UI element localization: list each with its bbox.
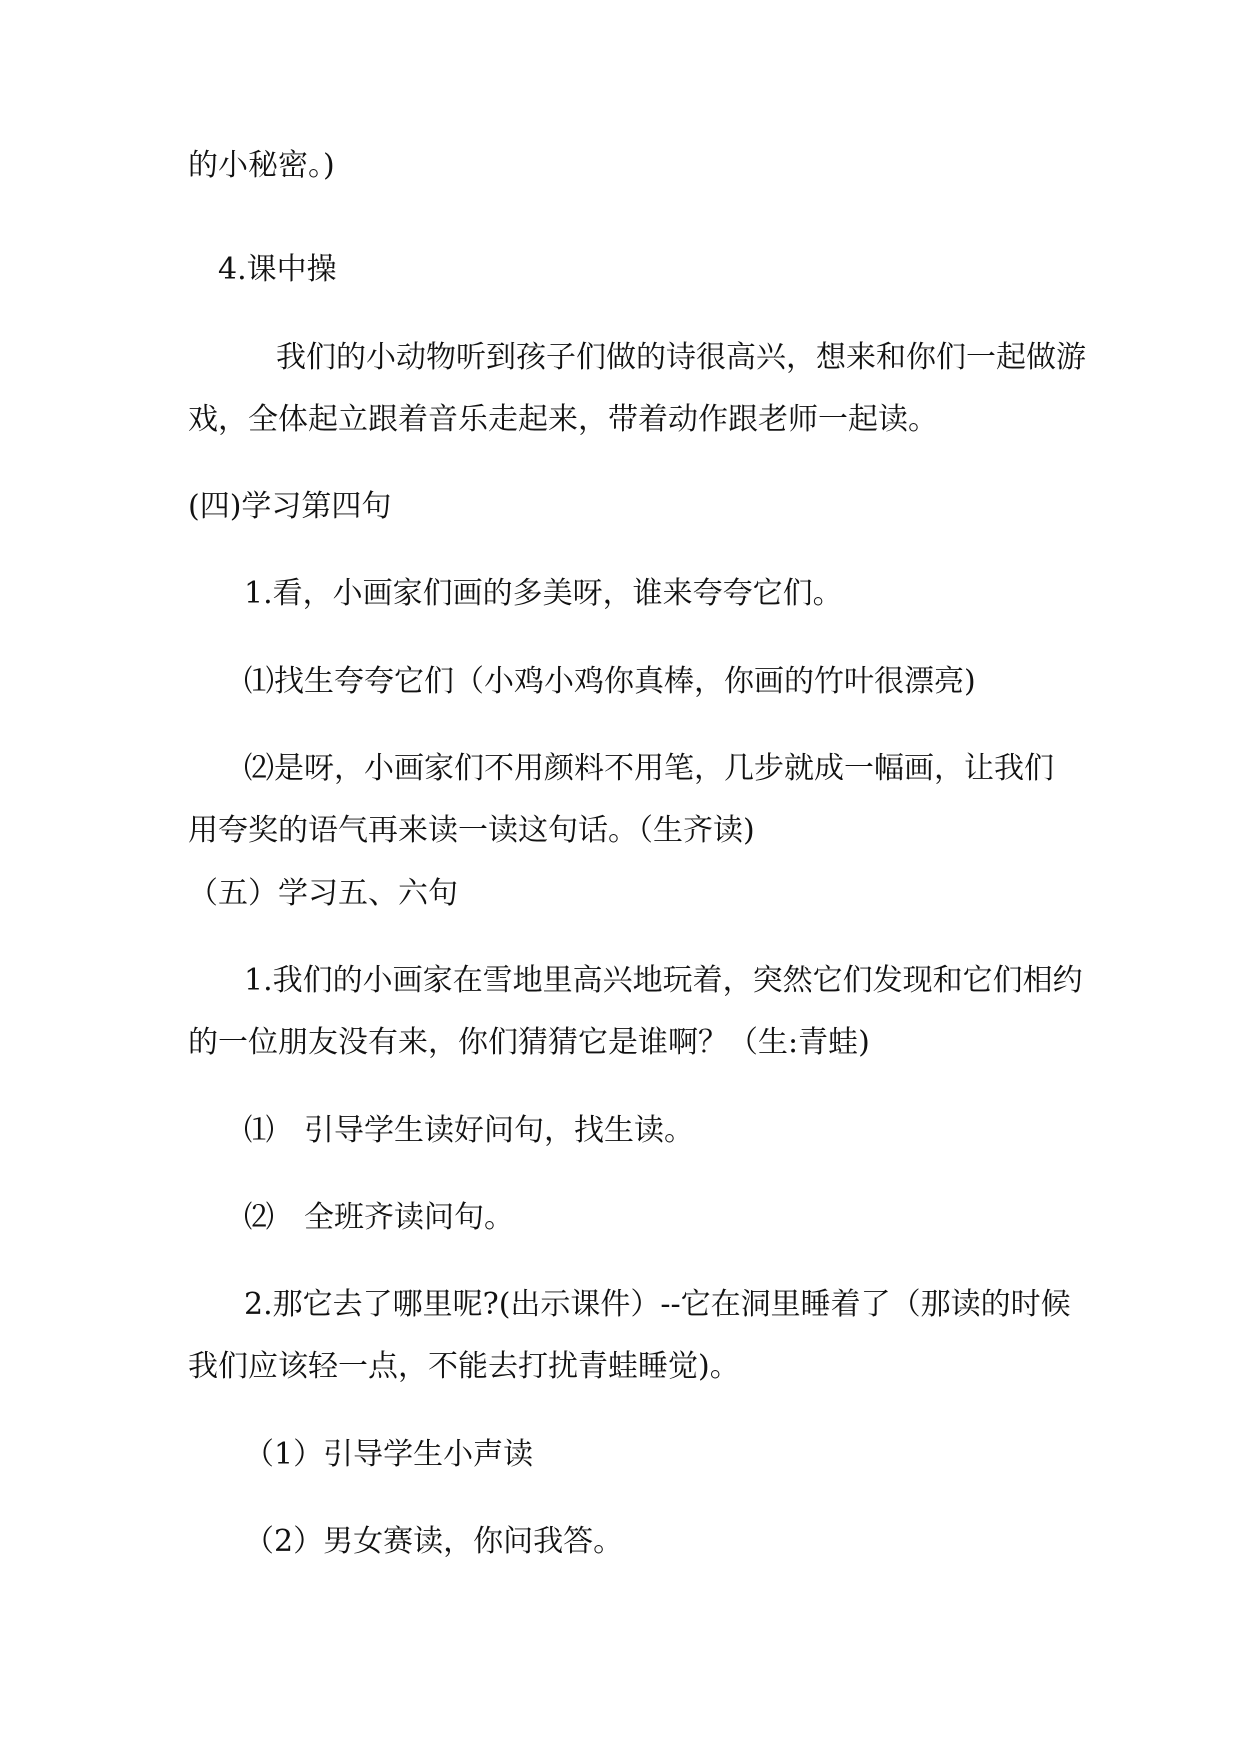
paragraph-line: ⑴找生夸夸它们（小鸡小鸡你真棒，你画的竹叶很漂亮) (244, 664, 976, 699)
paragraph-line: （2）男女赛读，你问我答。 (244, 1524, 624, 1559)
section-heading: （五）学习五、六句 (188, 876, 458, 911)
paragraph-line: 我们应该轻一点，不能去打扰青蛙睡觉)。 (188, 1349, 740, 1384)
paragraph-line: 2.那它去了哪里呢?(出示课件）--它在洞里睡着了（那读的时候 (244, 1287, 1071, 1322)
paragraph-line: 戏，全体起立跟着音乐走起来，带着动作跟老师一起读。 (188, 402, 938, 437)
section-heading: (四)学习第四句 (188, 489, 392, 524)
paragraph-line: 的一位朋友没有来，你们猜猜它是谁啊？（生:青蛙) (188, 1025, 870, 1060)
paragraph-line: 1.我们的小画家在雪地里高兴地玩着，突然它们发现和它们相约 (244, 963, 1083, 998)
paragraph-line: ⑴ 引导学生读好问句，找生读。 (244, 1113, 694, 1148)
paragraph-line: 1.看，小画家们画的多美呀，谁来夸夸它们。 (244, 576, 843, 611)
paragraph-line: ⑵ 全班齐读问句。 (244, 1200, 514, 1235)
paragraph-line: 用夸奖的语气再来读一读这句话。（生齐读) (188, 813, 755, 848)
paragraph-line: ⑵是呀，小画家们不用颜料不用笔，几步就成一幅画，让我们 (244, 751, 1054, 786)
paragraph-line: （1）引导学生小声读 (244, 1437, 534, 1472)
paragraph-line: 的小秘密。) (188, 148, 335, 183)
section-heading: 4.课中操 (218, 252, 337, 287)
paragraph-line: 我们的小动物听到孩子们做的诗很高兴，想来和你们一起做游 (276, 340, 1086, 375)
